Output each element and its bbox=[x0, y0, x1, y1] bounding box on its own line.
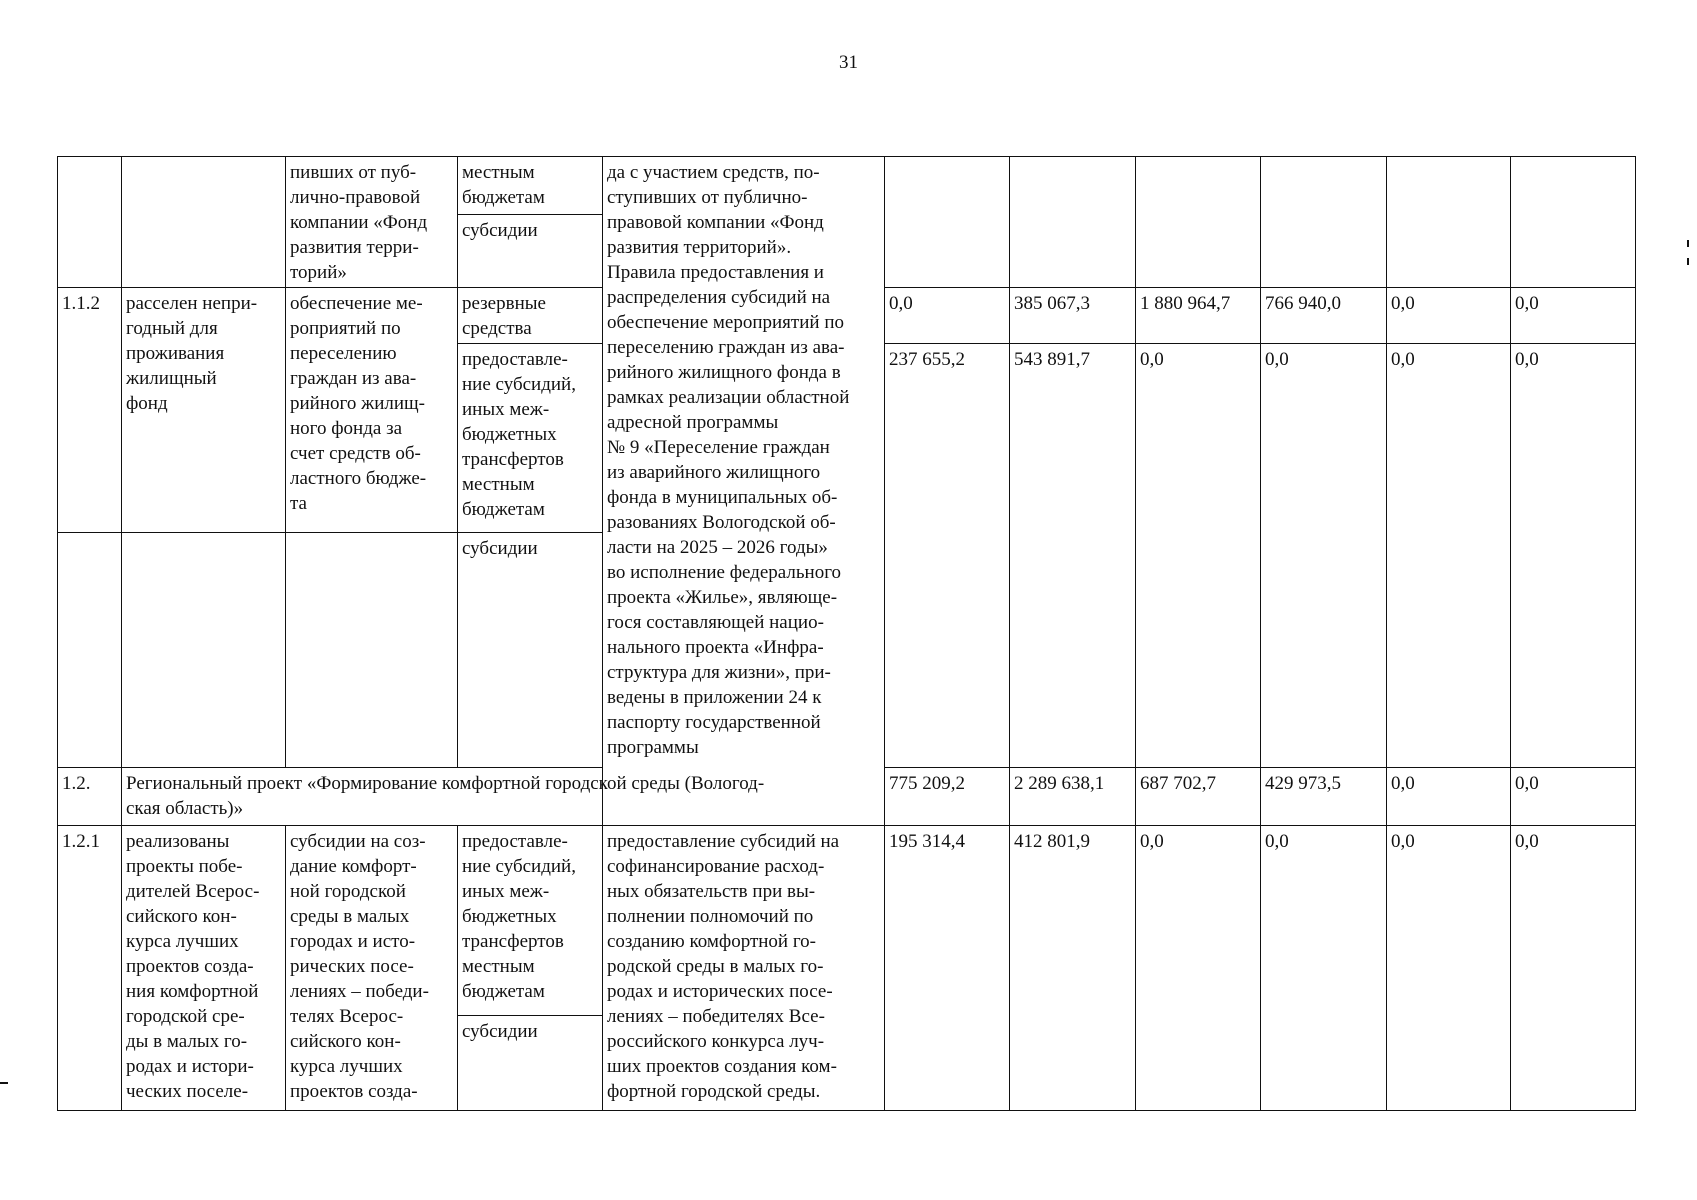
table-cell bbox=[286, 533, 458, 768]
table-cell bbox=[885, 157, 1010, 288]
funding-type-cell: субсидии bbox=[458, 1016, 603, 1111]
funding-type-cell: резервные средства bbox=[458, 288, 603, 344]
table-cell bbox=[1387, 157, 1511, 288]
funding-type-cell: предоставле- ние субсидий, иных меж- бюджетных трансфертов местным бюджетам bbox=[458, 826, 603, 1016]
table-cell bbox=[1136, 157, 1261, 288]
value-cell: 0,0 bbox=[1511, 288, 1636, 344]
funding-type-cell: субсидии bbox=[458, 214, 603, 287]
value-cell: 766 940,0 bbox=[1261, 288, 1387, 344]
value-cell: 195 314,4 bbox=[885, 826, 1010, 1111]
funding-type-cell: местным бюджетам bbox=[458, 157, 603, 215]
value-cell: 0,0 bbox=[1136, 344, 1261, 768]
description-cell: да с участием средств, по- ступивших от публично- правовой компании «Фонд развития территорий». Правила предоставления и распределения субсидий на обеспечение мероприятий по переселению граждан из ава- рийного жилищного фонда в рамках реализации областной адресной программы № 9 «Переселение граждан из аварийного жилищного фонда в муниципальных об- разованиях Вологодской об- ласти на 2025 – 2026 годы» во исполнение федерального проекта «Жилье», являюще- гося составляющей нацио- нального проекта «Инфра- структура для жизни», при- ведены в приложении 24 к паспорту государственной программы bbox=[603, 157, 885, 826]
value-cell: 385 067,3 bbox=[1010, 288, 1136, 344]
measure-cell: субсидии на соз- дание комфорт- ной городской среды в малых городах и исто- рических посе- лениях – победи- телях Всерос- сийского кон- курса лучших проектов созда- bbox=[286, 826, 458, 1111]
edge-mark-left bbox=[0, 1082, 8, 1084]
value-cell: 687 702,7 bbox=[1136, 768, 1261, 826]
value-cell: 1 880 964,7 bbox=[1136, 288, 1261, 344]
table-cell bbox=[58, 157, 122, 288]
table-cell bbox=[122, 157, 286, 288]
value-cell: 2 289 638,1 bbox=[1010, 768, 1136, 826]
row-code: 1.2. bbox=[58, 768, 122, 826]
value-cell: 0,0 bbox=[1387, 288, 1511, 344]
page-number: 31 bbox=[839, 52, 858, 73]
description-cell: предоставление субсидий на софинансирование расход- ных обязательств при вы- полнении полномочий по созданию комфортной го- родской среды в малых го- родах и исторических посе- лениях – победителях Все- российского конкурса луч- ших проектов создания ком- фортной городской среды. bbox=[603, 826, 885, 1111]
measure-cell: пивших от пуб- лично-правовой компании «Фонд развития терри- торий» bbox=[286, 157, 458, 288]
table-cell bbox=[58, 533, 122, 768]
funding-type-cell: субсидии bbox=[458, 533, 603, 768]
value-cell: 0,0 bbox=[1261, 826, 1387, 1111]
funding-type-cell: предоставле- ние субсидий, иных меж- бюджетных трансфертов местным бюджетам bbox=[458, 344, 603, 533]
value-cell: 0,0 bbox=[1387, 344, 1511, 768]
value-cell: 0,0 bbox=[1511, 826, 1636, 1111]
table-cell bbox=[122, 533, 286, 768]
value-cell: 0,0 bbox=[1136, 826, 1261, 1111]
value-cell: 775 209,2 bbox=[885, 768, 1010, 826]
value-cell: 429 973,5 bbox=[1261, 768, 1387, 826]
table-cell bbox=[1010, 157, 1136, 288]
value-cell: 0,0 bbox=[885, 288, 1010, 344]
row-code: 1.1.2 bbox=[58, 288, 122, 533]
value-cell: 543 891,7 bbox=[1010, 344, 1136, 768]
value-cell: 0,0 bbox=[1387, 826, 1511, 1111]
row-code: 1.2.1 bbox=[58, 826, 122, 1111]
table-cell bbox=[1511, 157, 1636, 288]
value-cell: 0,0 bbox=[1511, 768, 1636, 826]
budget-table bbox=[57, 156, 1636, 1111]
result-cell: реализованы проекты побе- дителей Всерос- сийского кон- курса лучших проектов созда- ния комфортной городской сре- ды в малых го- родах и истори- ческих поселе- bbox=[122, 826, 286, 1111]
value-cell: 0,0 bbox=[1261, 344, 1387, 768]
result-cell: расселен непри- годный для проживания жилищный фонд bbox=[122, 288, 286, 533]
measure-cell: обеспечение ме- роприятий по переселению граждан из ава- рийного жилищ- ного фонда за счет средств об- ластного бюдже- та bbox=[286, 288, 458, 533]
edge-mark-right bbox=[1687, 258, 1689, 265]
value-cell: 0,0 bbox=[1511, 344, 1636, 768]
project-title: Региональный проект «Формирование комфортной городской среды (Вологод- ская область)» bbox=[122, 768, 885, 826]
table-cell bbox=[1261, 157, 1387, 288]
value-cell: 0,0 bbox=[1387, 768, 1511, 826]
value-cell: 412 801,9 bbox=[1010, 826, 1136, 1111]
value-cell: 237 655,2 bbox=[885, 344, 1010, 768]
edge-mark-right bbox=[1687, 240, 1689, 247]
